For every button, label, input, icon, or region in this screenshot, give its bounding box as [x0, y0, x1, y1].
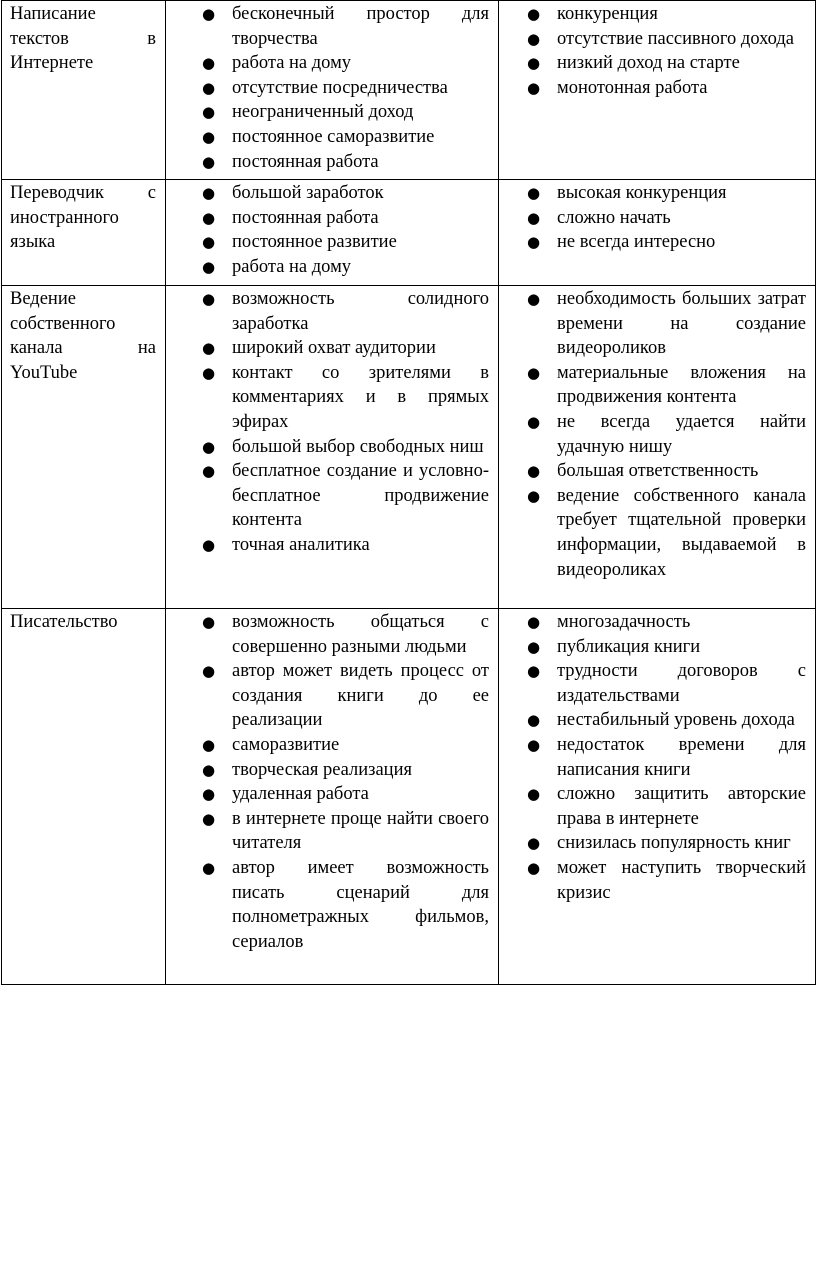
bullet-icon: ●: [527, 486, 541, 505]
list-item: [196, 100, 489, 125]
list-item: [521, 856, 806, 905]
pros-cell: [166, 1, 499, 180]
list-item-text: нестабильный уровень дохода: [557, 710, 795, 731]
list-item-text: сложно начать: [557, 207, 671, 228]
table-body: [2, 1, 816, 985]
bullet-icon: ●: [527, 613, 541, 631]
list-item: [196, 76, 489, 101]
list-item: [521, 782, 806, 831]
list-item: [196, 659, 489, 733]
list-item: [521, 733, 806, 782]
bullet-icon: ●: [202, 662, 216, 681]
bullet-icon: ●: [202, 290, 216, 308]
list-item: [521, 708, 806, 733]
bullet-icon: ●: [202, 5, 216, 23]
profession-cell: [2, 1, 166, 180]
bullet-icon: ●: [202, 535, 216, 554]
list-item: [196, 125, 489, 150]
cons-cell: [499, 1, 816, 180]
list-item-text: возможность солидного заработка: [232, 289, 489, 334]
bullet-icon: ●: [202, 785, 216, 804]
bullet-icon: ●: [527, 462, 541, 481]
list-item: [196, 361, 489, 435]
table-row: [2, 1, 816, 180]
list-item: [196, 51, 489, 76]
list-item: [196, 758, 489, 783]
bullet-icon: ●: [202, 809, 216, 828]
list-item-text: возможность общаться с совершенно разными людьми: [232, 612, 489, 657]
bullet-icon: ●: [527, 184, 541, 202]
list-item: [521, 206, 806, 231]
cons-cell: [499, 286, 816, 609]
cons-list: [507, 2, 806, 100]
list-item: [521, 51, 806, 76]
list-item-text: материальные вложения на продвижения контента: [557, 362, 806, 408]
list-item-text: точная аналитика: [232, 534, 370, 555]
bullet-icon: ●: [527, 363, 541, 382]
bullet-icon: ●: [202, 233, 216, 252]
list-item-text: отсутствие пассивного дохода: [557, 28, 795, 49]
list-item-text: может наступить творческий кризис: [557, 857, 806, 903]
list-item: [521, 2, 806, 27]
table-row: [2, 286, 816, 609]
list-item: [196, 807, 489, 856]
bullet-icon: ●: [527, 412, 541, 431]
list-item-text: постоянное развитие: [232, 232, 397, 253]
bullet-icon: ●: [527, 637, 541, 656]
table-row: [2, 609, 816, 985]
list-item-text: трудности договоров с издательствами: [557, 661, 806, 706]
list-item: [196, 610, 489, 659]
cons-list: [507, 287, 806, 582]
list-item: [196, 206, 489, 231]
bullet-icon: ●: [202, 462, 216, 481]
bullet-icon: ●: [202, 152, 216, 171]
bullet-icon: ●: [527, 233, 541, 252]
pros-cell: [166, 286, 499, 609]
list-item-text: бесконечный простор для творчества: [232, 4, 489, 49]
bullet-icon: ●: [527, 858, 541, 877]
bullet-icon: ●: [527, 5, 541, 23]
list-item: [521, 410, 806, 459]
list-item: [521, 635, 806, 660]
list-item: [521, 230, 806, 255]
bullet-icon: ●: [202, 103, 216, 122]
bullet-icon: ●: [202, 613, 216, 631]
list-item-text: не всегда интересно: [557, 232, 716, 253]
list-item-text: работа на дому: [232, 53, 352, 74]
list-item-text: монотонная работа: [557, 77, 708, 98]
profession-comparison-table: [1, 0, 816, 985]
cons-cell: [499, 180, 816, 286]
list-item-text: не всегда удается найти удачную нишу: [557, 411, 806, 457]
list-item-text: постоянное саморазвитие: [232, 126, 435, 147]
bullet-icon: ●: [527, 785, 541, 804]
list-item: [196, 230, 489, 255]
bullet-icon: ●: [202, 735, 216, 754]
bullet-icon: ●: [202, 760, 216, 779]
list-item-text: сложно защитить авторские права в интернете: [557, 784, 806, 829]
list-item: [196, 435, 489, 460]
list-item: [196, 150, 489, 175]
list-item: [196, 533, 489, 558]
list-item: [196, 181, 489, 206]
list-item-text: конкуренция: [557, 4, 658, 24]
list-item: [196, 2, 489, 51]
list-item-text: саморазвитие: [232, 734, 340, 755]
list-item-text: автор может видеть процесс от создания книги до ее реализации: [232, 661, 489, 731]
list-item: [521, 459, 806, 484]
list-item-text: автор имеет возможность писать сценарий для полнометражных фильмов, сериалов: [232, 857, 489, 952]
list-item: [521, 361, 806, 410]
list-item-text: постоянная работа: [232, 207, 379, 228]
cons-list: [507, 181, 806, 255]
list-item-text: большая ответственность: [557, 461, 759, 482]
profession-name: Ведение собственного канала на YouTube: [10, 289, 156, 383]
list-item-text: контакт со зрителями в комментариях и в прямых эфирах: [232, 362, 489, 432]
profession-name: Переводчик с иностранного языка: [10, 183, 156, 253]
profession-cell: [2, 286, 166, 609]
list-item: [521, 287, 806, 361]
list-item-text: неограниченный доход: [232, 102, 414, 123]
cons-cell: [499, 609, 816, 985]
list-item-text: отсутствие посредничества: [232, 77, 448, 98]
bullet-icon: ●: [202, 339, 216, 358]
bullet-icon: ●: [527, 78, 541, 97]
bullet-icon: ●: [202, 184, 216, 202]
list-item-text: удаленная работа: [232, 784, 369, 805]
list-item-text: необходимость больших затрат времени на создание видеороликов: [557, 289, 806, 359]
pros-list: [174, 287, 489, 558]
list-item-text: работа на дому: [232, 256, 352, 277]
bullet-icon: ●: [527, 290, 541, 308]
list-item: [521, 484, 806, 582]
bullet-icon: ●: [527, 735, 541, 754]
bullet-icon: ●: [202, 208, 216, 227]
bullet-icon: ●: [202, 78, 216, 97]
list-item-text: недостаток времени для написания книги: [557, 734, 806, 780]
list-item: [521, 610, 806, 635]
list-item-text: снизилась популярность книг: [557, 833, 791, 854]
bullet-icon: ●: [527, 29, 541, 48]
bullet-icon: ●: [202, 437, 216, 456]
profession-name: Писательство: [10, 612, 118, 632]
cons-list: [507, 610, 806, 905]
bullet-icon: ●: [527, 208, 541, 227]
pros-list: [174, 181, 489, 279]
list-item-text: большой выбор свободных ниш: [232, 436, 484, 457]
profession-name: Написание текстов в Интернете: [10, 4, 156, 74]
pros-cell: [166, 180, 499, 286]
list-item-text: постоянная работа: [232, 151, 379, 172]
profession-cell: [2, 180, 166, 286]
pros-list: [174, 610, 489, 954]
bullet-icon: ●: [527, 662, 541, 681]
bullet-icon: ●: [202, 257, 216, 276]
list-item-text: бесплатное создание и условно-бесплатное продвижение контента: [232, 461, 489, 531]
list-item-text: творческая реализация: [232, 759, 412, 780]
bullet-icon: ●: [202, 363, 216, 382]
list-item: [521, 181, 806, 206]
list-item-text: публикация книги: [557, 636, 701, 657]
list-item: [521, 659, 806, 708]
list-item: [196, 733, 489, 758]
list-item: [521, 76, 806, 101]
bullet-icon: ●: [202, 858, 216, 877]
bullet-icon: ●: [527, 834, 541, 853]
list-item: [196, 336, 489, 361]
profession-cell: [2, 609, 166, 985]
list-item: [196, 856, 489, 954]
list-item: [196, 782, 489, 807]
list-item: [521, 27, 806, 52]
pros-cell: [166, 609, 499, 985]
list-item-text: высокая конкуренция: [557, 183, 727, 203]
list-item: [196, 255, 489, 280]
list-item: [196, 287, 489, 336]
list-item-text: в интернете проще найти своего читателя: [232, 808, 489, 854]
list-item-text: широкий охват аудитории: [232, 338, 436, 359]
table-row: [2, 180, 816, 286]
bullet-icon: ●: [527, 54, 541, 73]
bullet-icon: ●: [202, 127, 216, 146]
bullet-icon: ●: [527, 711, 541, 730]
list-item: [521, 831, 806, 856]
list-item-text: низкий доход на старте: [557, 53, 740, 74]
list-item-text: большой заработок: [232, 183, 384, 203]
bullet-icon: ●: [202, 54, 216, 73]
list-item-text: многозадачность: [557, 612, 691, 632]
list-item: [196, 459, 489, 533]
pros-list: [174, 2, 489, 174]
list-item-text: ведение собственного канала требует тщательной проверки информации, выдаваемой в видеороликах: [557, 485, 806, 580]
